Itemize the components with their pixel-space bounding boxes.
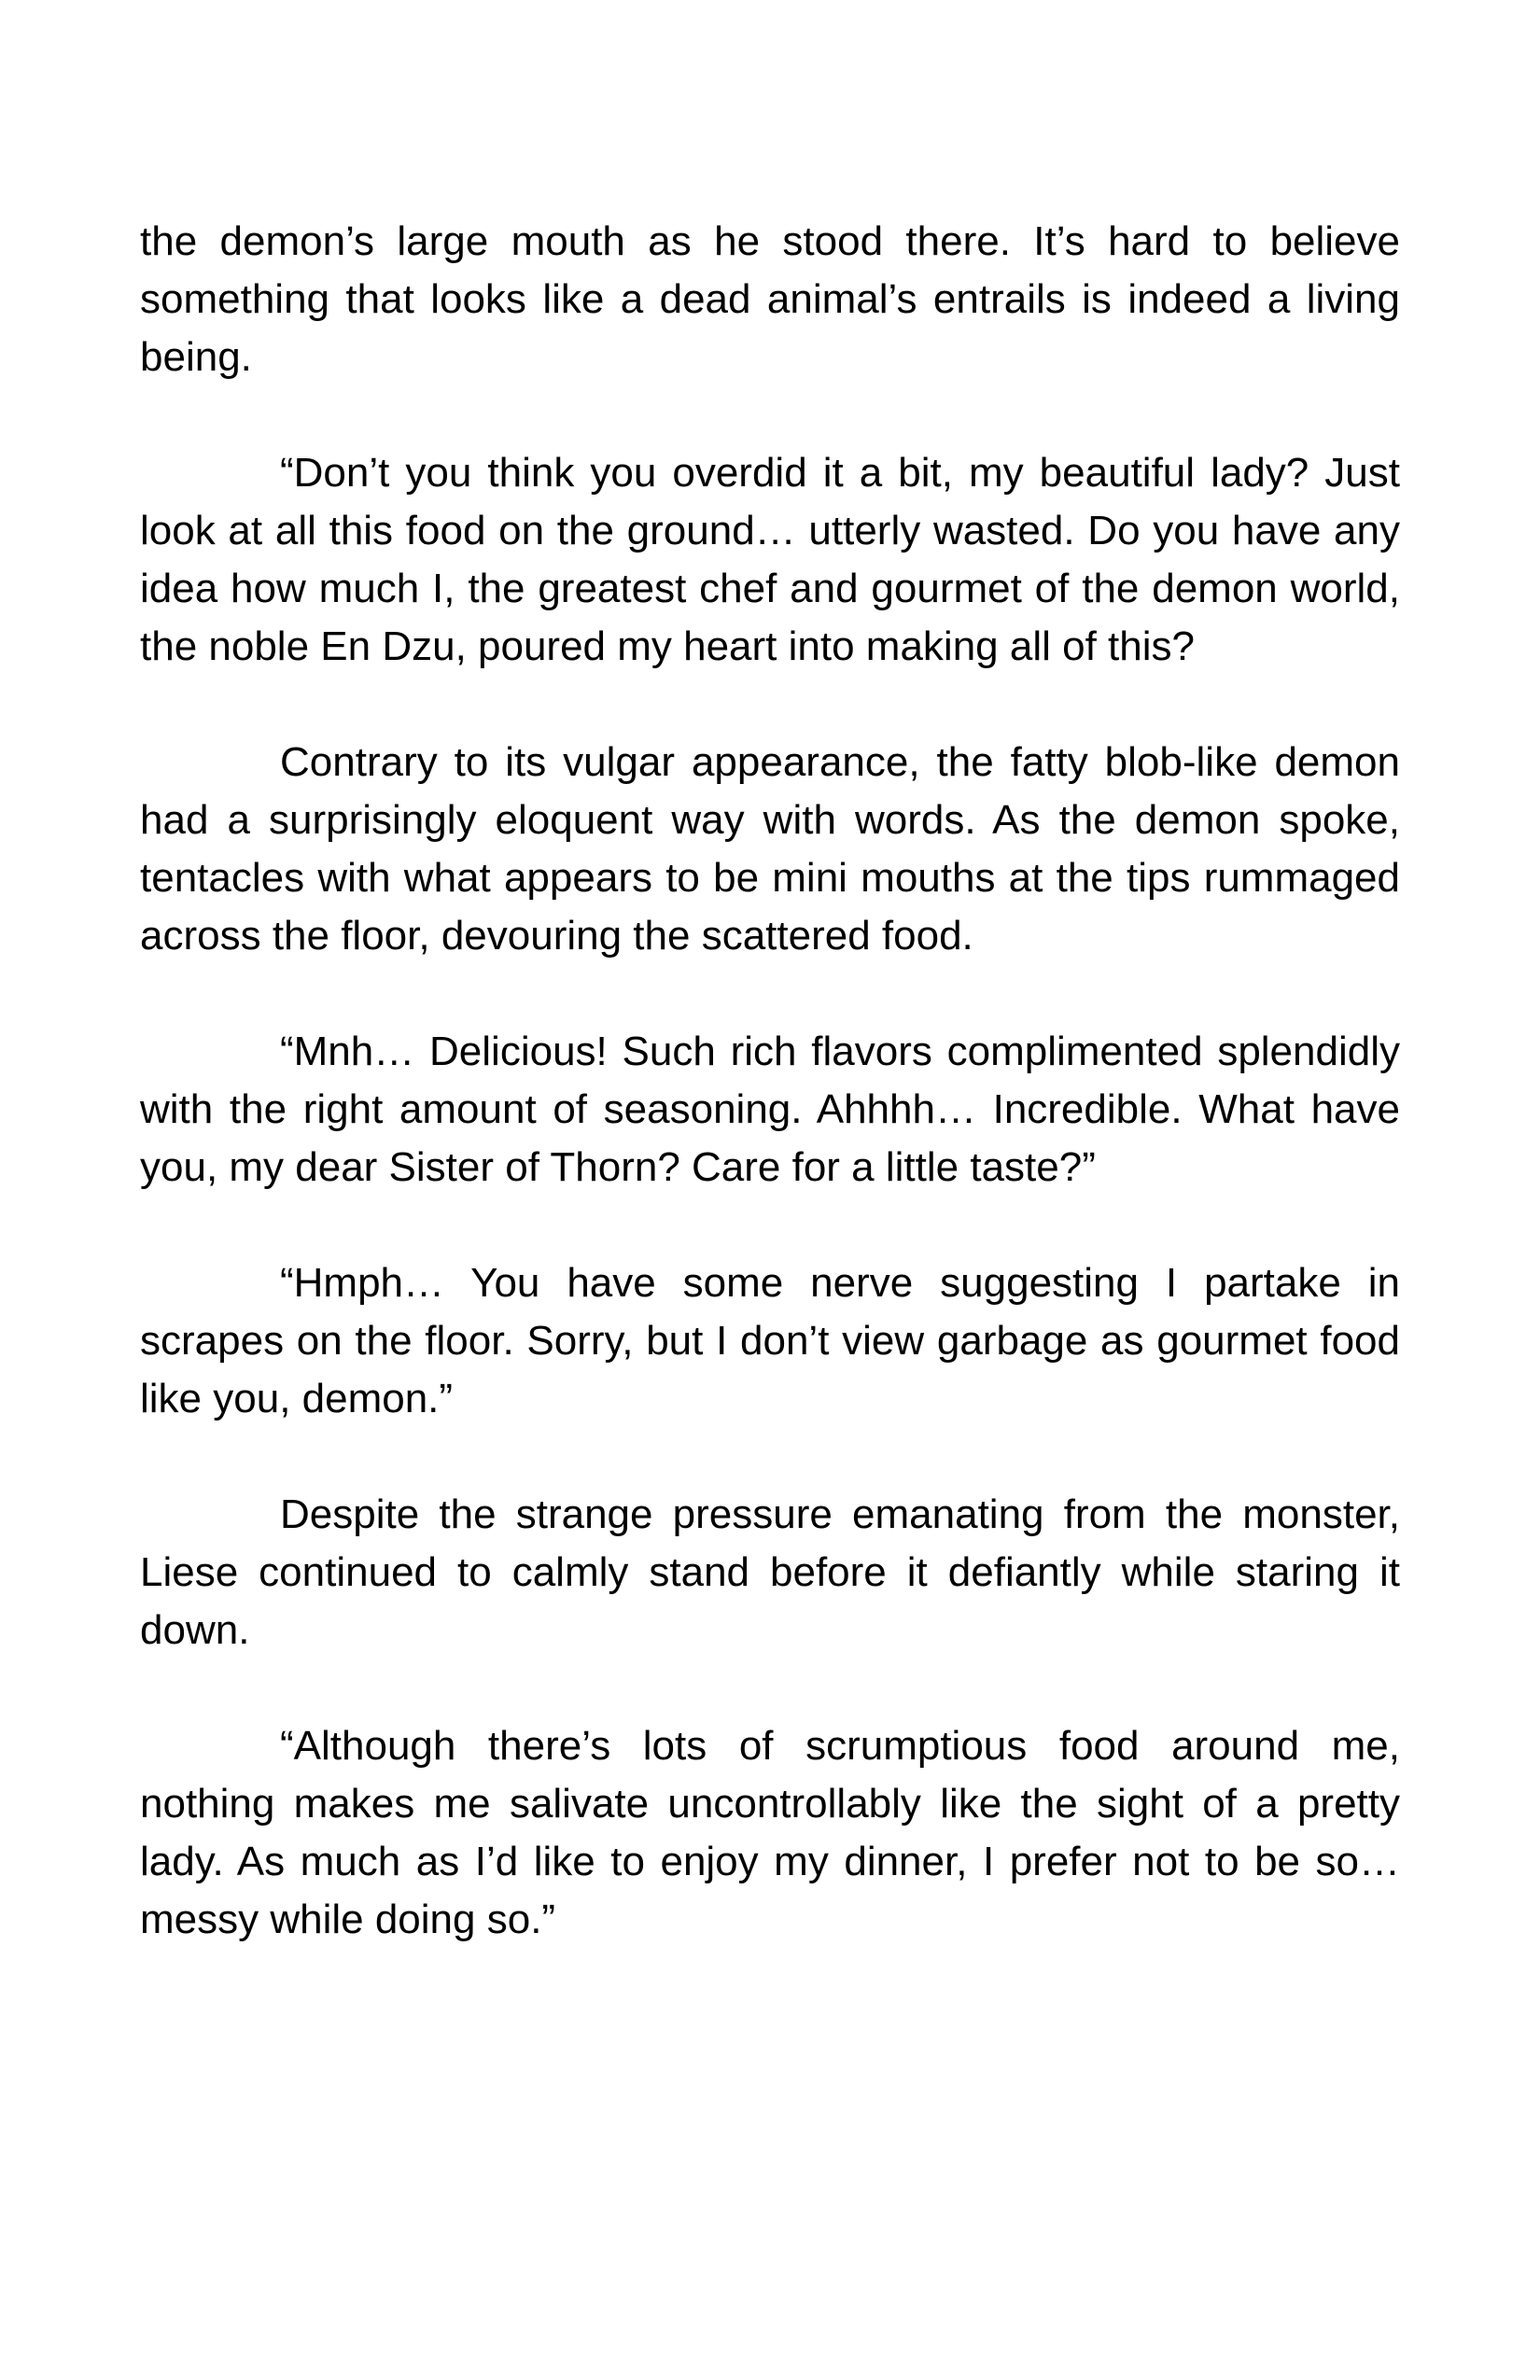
page-text-body: [140, 213, 1400, 1949]
paragraph: “Don’t you think you overdid it a bit, my beautiful lady? Just look at all this food on the ground… utterly wasted. Do you have any idea how much I, the greatest chef and gourmet of the demon world, the noble En Dzu, poured my heart into making all of this?: [140, 450, 1400, 669]
paragraph: Despite the strange pressure emanating from the monster, Liese continued to calmly stand before it defiantly while staring it down.: [140, 1491, 1400, 1653]
paragraph: Contrary to its vulgar appearance, the fatty blob-like demon had a surprisingly eloquent way with words. As the demon spoke, tentacles with what appears to be mini mouths at the tips rummaged across the floor, devouring the scattered food.: [140, 739, 1400, 959]
paragraph: “Hmph… You have some nerve suggesting I partake in scrapes on the floor. Sorry, but I don’t view garbage as gourmet food like you, demon.”: [140, 1260, 1400, 1421]
paragraph: “Although there’s lots of scrumptious food around me, nothing makes me salivate uncontrollably like the sight of a pretty lady. As much as I’d like to enjoy my dinner, I prefer not to be so… messy while doing so.”: [140, 1723, 1400, 1942]
paragraph: “Mnh… Delicious! Such rich flavors complimented splendidly with the right amount of seasoning. Ahhhh… Incredible. What have you, my dear Sister of Thorn? Care for a little taste?”: [140, 1029, 1400, 1190]
paragraph: the demon’s large mouth as he stood there. It’s hard to believe something that looks like a dead animal’s entrails is indeed a living being.: [140, 218, 1400, 380]
